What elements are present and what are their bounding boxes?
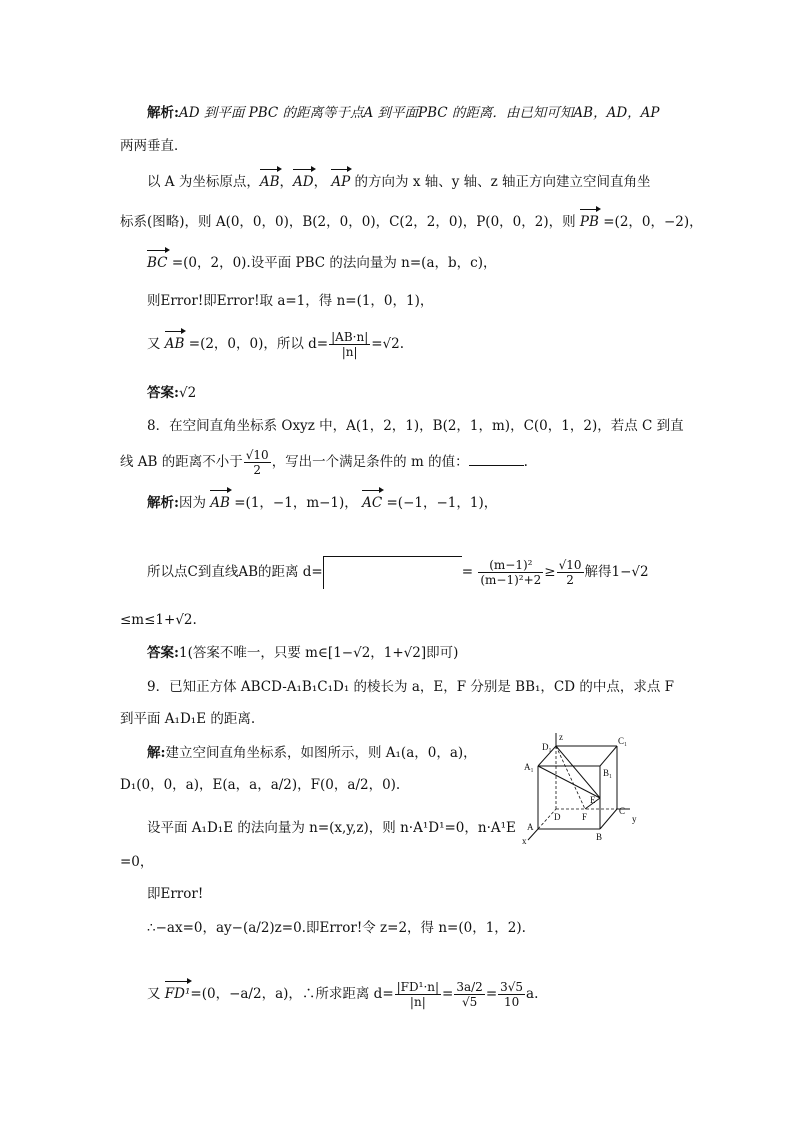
vector-ab: AB	[259, 174, 280, 190]
solution-9-line-4: =0，	[120, 854, 154, 870]
solution-line-2: 两两垂直．	[120, 138, 188, 154]
distance-radical	[323, 556, 462, 589]
label-c: C	[619, 806, 626, 816]
solution-line-6: 则Error!即Error!取 a=1，得 n=(1，0，1)，	[147, 293, 434, 309]
vector-fd1: FD¹	[164, 986, 191, 1002]
solution-9-line-1: 解:建立空间直角坐标系，如图所示，则 A₁(a，0，a)，	[147, 745, 477, 761]
solution-label: 解:	[147, 745, 166, 761]
label-b: B	[596, 832, 603, 842]
answer-label: 答案:	[147, 385, 179, 401]
vector-bc: BC	[147, 255, 168, 271]
solution-8-line-3: ≤m≤1+√2.	[120, 612, 197, 628]
solution-label: 解析:	[147, 105, 179, 121]
label-a1: A₁	[524, 762, 534, 772]
solution-line-7: 又 AB =(2，0，0)，所以 d= $\frac{|AB\cdot n|}{|n|}$ =√2.	[147, 330, 405, 359]
cube-figure	[520, 732, 645, 847]
solution-9-line-3: 设平面 A₁D₁E 的法向量为 n=(x,y,z)，则 n·A¹D¹=0，n·A¹E	[147, 820, 516, 836]
solution-8-line-2: 所以点C到直线AB的距离 d= = $\frac{\text{(m−1)²}}{\text{(m−1)²+2}}$ ≥ $\frac{√10}{2}$ 解得1−√2	[147, 558, 649, 587]
solution-line-3: 以 A 为坐标原点，AB，AD， AP 的方向为 x 轴、y 轴、z 轴正方向建立空间直角坐	[147, 174, 651, 190]
label-d1: D₁	[542, 742, 552, 752]
label-e: E	[590, 795, 596, 805]
solution-label: 解析:	[147, 495, 179, 511]
question-9-line-1: 9．已知正方体 ABCD-A₁B₁C₁D₁ 的棱长为 a，E，F 分别是 BB₁，CD 的中点，求点 F	[147, 679, 675, 695]
answer-blank	[469, 453, 524, 466]
label-f: F	[582, 812, 588, 822]
solution-line-5: BC =(0，2，0).设平面 PBC 的法向量为 n=(a，b，c)，	[147, 255, 497, 271]
solution-line-4: 标系(图略)，则 A(0，0，0)，B(2，0，0)，C(2，2，0)，P(0，0，2)，则 PB =(2，0，−2)，	[120, 214, 703, 230]
question-8-line-1: 8．在空间直角坐标系 Oxyz 中，A(1，2，1)，B(2，1，m)，C(0，1，2)，若点 C 到直	[147, 418, 684, 434]
label-d: D	[554, 812, 561, 822]
answer-line-1: 答案:√2	[147, 385, 197, 401]
answer-label: 答案:	[147, 645, 179, 661]
solution-8-line-1: 解析:因为 AB =(1，−1，m−1)， AC =(−1，−1，1)，	[147, 495, 498, 511]
label-x: x	[522, 836, 527, 846]
question-9-line-2: 到平面 A₁D₁E 的距离.	[120, 711, 256, 727]
solution-line-1: 解析:AD 到平面 PBC 的距离等于点A 到平面PBC 的距离．由已知可知AB，AD，AP	[147, 105, 660, 121]
radical-fraction: $\frac{\text{(m−1)²}}{\text{(m−1)²+2}}$	[480, 558, 542, 587]
label-c1: C₁	[618, 736, 628, 746]
label-b1: B₁	[603, 768, 613, 778]
solution-9-line-7: 又 FD¹=(0，−a/2，a)，∴所求距离 d= $\frac{\text{|FD¹·n|}}{|n|}$ = $\frac{3a/2}{√5}$ = $\frac{3√5}{10}$ a.	[147, 980, 539, 1009]
vector-ap: AP	[331, 174, 351, 190]
solution-9-line-5: 即Error!	[147, 886, 204, 902]
vector-pb: PB	[579, 214, 599, 230]
label-a: A	[527, 822, 534, 832]
distance-fraction: $\frac{|AB\cdot n|}{|n|}$	[331, 330, 369, 359]
solution-9-line-2: D₁(0，0，a)，E(a，a，a/2)，F(0，a/2，0).	[120, 777, 401, 793]
solution-9-line-6: ∴−ax=0，ay−(a/2)z=0.即Error!令 z=2，得 n=(0，1，2).	[147, 920, 526, 936]
vector-ad: AD	[293, 174, 314, 190]
question-8-line-2: 线 AB 的距离不小于 $\frac{√10}{2}$ ，写出一个满足条件的 m 的值： .	[120, 448, 528, 477]
label-z: z	[559, 732, 563, 742]
answer-line-2: 答案:1(答案不唯一，只要 m∈[1−√2，1+√2]即可)	[147, 645, 459, 661]
sqrt10-over-2: $\frac{√10}{2}$	[245, 448, 269, 477]
label-y: y	[632, 814, 637, 824]
